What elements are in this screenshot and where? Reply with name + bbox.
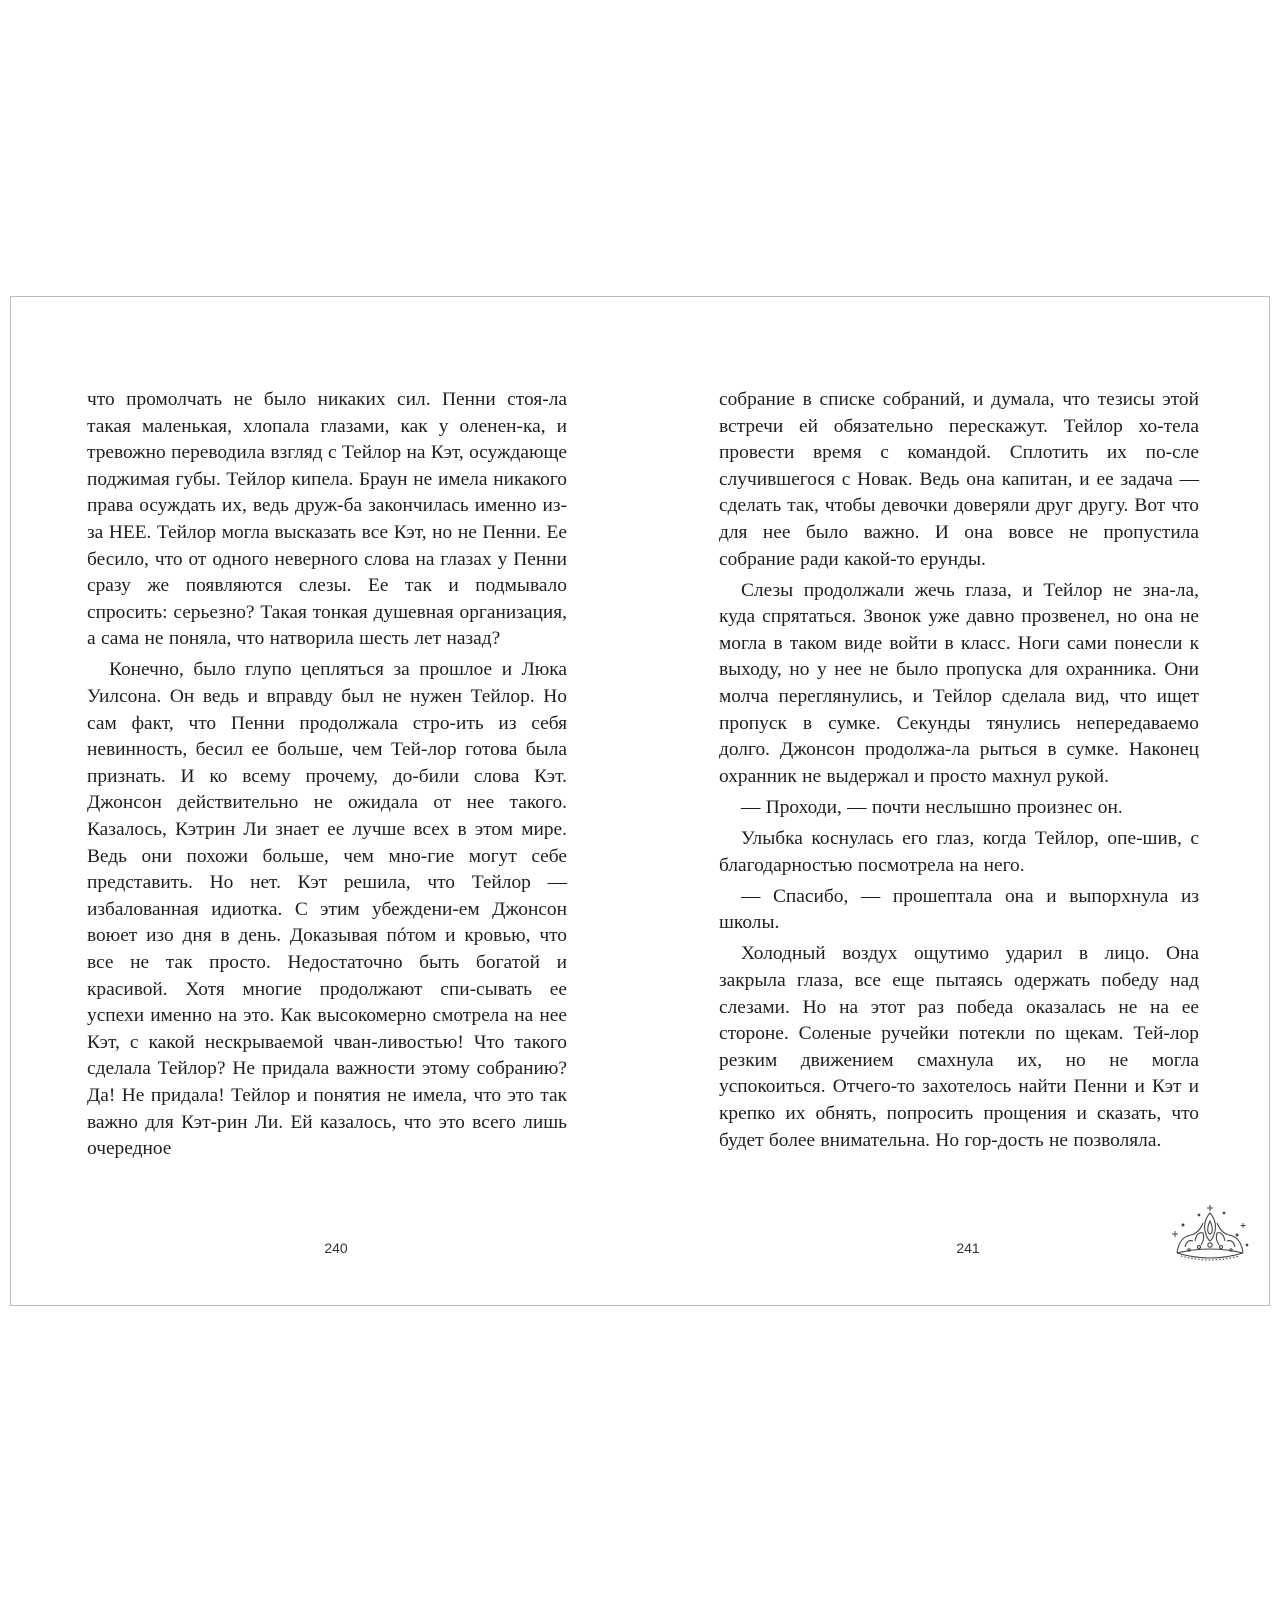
paragraph: — Спасибо, — прошептала она и выпорхнула из школы. (719, 885, 1199, 934)
page-number-left: 240 (324, 1240, 348, 1256)
paragraph: Конечно, было глупо цепляться за прошлое и Люка Уилсона. Он ведь и вправду был не нужен Тейлор. Но сам факт, что Пенни продолжала стро-ить из себя невинность, бесил ее больше, чем Тей-лор готова была признать. И ко всему прочему, до-били слова Кэт. Джонсон действительно не ожидала от нее такого. Казалось, Кэтрин Ли знает ее лучше всех в этом мире. Ведь они похожи больше, чем мно-гие могут себе представить. Но нет. Кэт решила, что Тейлор — избалованная идиотка. С этим убеждени-ем Джонсон воюет изо дня в день. Доказывая пóтом и кровью, что все не так просто. Недостаточно быть богатой и красивой. Хотя многие продолжают спи-сывать ее успехи именно на это. Как высокомерно смотрела на нее Кэт, с какой нескрываемой чван-ливостью! Что такого сделала Тейлор? Не придала важности этому собранию? Да! Не придала! Тейлор и понятия не имела, что это так важно для Кэт-рин Ли. Ей казалось, что это всего лишь очередное (87, 659, 567, 1160)
page-number-right: 241 (956, 1240, 980, 1256)
paragraph: собрание в списке собраний, и думала, что тезисы этой встречи ей обязательно перескажут. Тейлор хо-тела провести время с командой. Сплотить их по-сле случившегося с Новак. Ведь она капитан, и ее задача — сделать так, чтобы девочки доверяли друг другу. Вот что для нее было важно. И она вовсе не пропустила собрание ради какой-то ерунды. (719, 389, 1199, 570)
paragraph: Улыбка коснулась его глаз, когда Тейлор, опе-шив, с благодарностью посмотрела на него. (719, 828, 1199, 876)
paragraph: — Проходи, — почти неслышно произнес он. (741, 796, 1123, 818)
tiara-icon (1169, 1201, 1251, 1271)
left-page (87, 387, 567, 1247)
paragraph: Холодный воздух ощутимо ударил в лицо. Она закрыла глаза, все еще пытаясь одержать победу над слезами. Но на этот раз победа оказалась не на ее стороне. Соленые ручейки потекли по щекам. Тей-лор резким движением смахнула их, но не могла успокоиться. Отчего-то захотелось найти Пенни и Кэт и крепко их обнять, попросить прощения и сказать, что будет более внимательна. Но гор-дость не позволяла. (719, 943, 1199, 1151)
paragraph: Слезы продолжали жечь глаза, и Тейлор не зна-ла, куда спрятаться. Звонок уже давно прозвенел, но она не могла в таком виде войти в класс. Ноги сами понесли к выходу, но у нее не было пропуска для охранника. Они молча переглянулись, и Тейлор сделала вид, что ищет пропуск в сумке. Секунды тянулись непередаваемо долго. Джонсон продолжа-ла рыться в сумке. Наконец охранник не выдержал и просто махнул рукой. (719, 579, 1199, 787)
left-page-text (87, 387, 567, 1163)
right-page-text (719, 387, 1199, 1154)
book-spread (10, 296, 1270, 1306)
right-page (719, 387, 1199, 1247)
paragraph: что промолчать не было никаких сил. Пенни стоя-ла такая маленькая, хлопала глазами, как у оленен-ка, и тревожно переводила взгляд с Тейлор на Кэт, осуждающе поджимая губы. Тейлор кипела. Браун не имела никакого права осуждать их, ведь друж-ба закончилась именно из-за НЕЕ. Тейлор могла высказать все Кэт, но не Пенни. Ее бесило, что от одного неверного слова на глазах у Пенни сразу же появляются слезы. Ее так и подмывало спросить: серьезно? Такая тонкая душевная организация, а сама не поняла, что натворила шесть лет назад? (87, 389, 567, 650)
